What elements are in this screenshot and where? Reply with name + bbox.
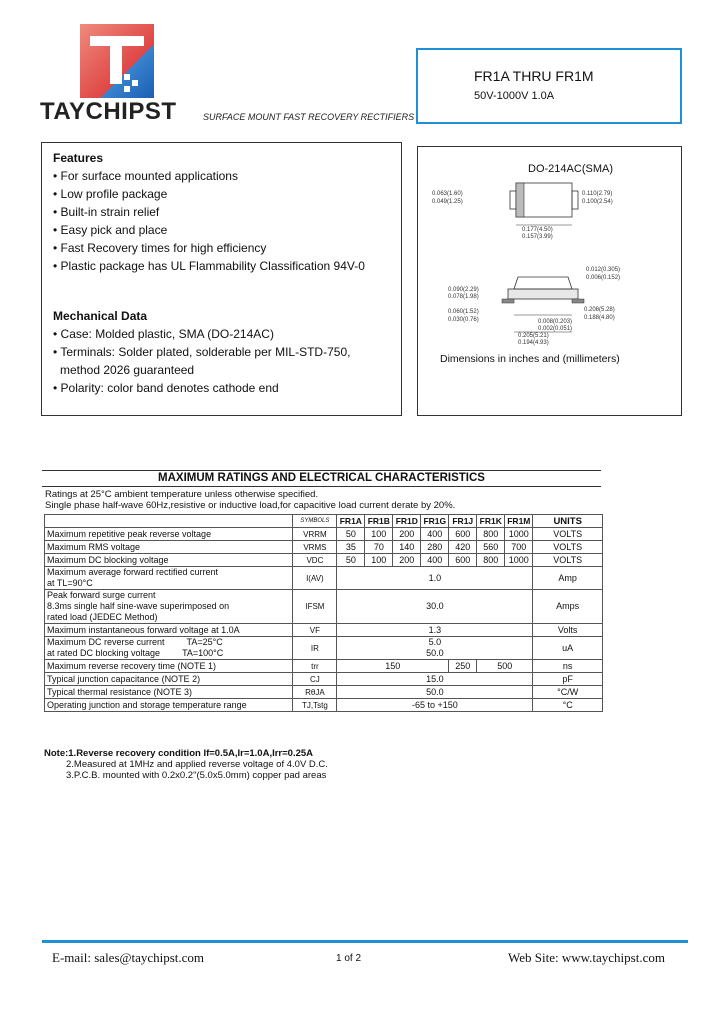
feature-item: • Plastic package has UL Flammability Classification 94V-0	[53, 259, 365, 273]
param-text: Maximum DC reverse current	[47, 637, 165, 647]
param-text: at rated DC blocking voltage	[47, 648, 161, 658]
dim-label: 0.208(5.28)	[584, 307, 615, 313]
dim-label: 0.188(4.80)	[584, 315, 615, 321]
value-line: 50.0	[426, 648, 444, 658]
table-header-cell: FR1A	[337, 515, 365, 528]
value-cell: 800	[477, 528, 505, 541]
param-cell	[45, 637, 293, 660]
dim-label: 0.110(2.79)	[582, 191, 613, 197]
table-row	[45, 554, 603, 567]
table-header-cell: FR1B	[365, 515, 393, 528]
value-cell: 100	[365, 554, 393, 567]
dim-label: 0.008(0.203)	[538, 319, 573, 325]
dim-label: 0.049(1.25)	[432, 199, 463, 205]
param-line: Maximum average forward rectified current	[47, 567, 219, 577]
table-row	[45, 624, 603, 637]
package-box	[417, 146, 682, 416]
table-header-cell: UNITS	[533, 515, 603, 528]
value-cell: 30.0	[337, 590, 533, 624]
param-cell: Maximum repetitive peak reverse voltage	[45, 528, 293, 541]
param-line: Peak forward surge current	[47, 590, 156, 600]
dim-label: 0.194(4.93)	[518, 340, 549, 346]
value-cell: 140	[393, 541, 421, 554]
note-line: Note:1.Reverse recovery condition If=0.5A,Ir=1.0A,Irr=0.25A	[44, 748, 314, 759]
table-row	[45, 637, 603, 660]
mechanical-item: • Polarity: color band denotes cathode end	[53, 381, 279, 395]
value-cell: 250	[449, 660, 477, 673]
symbol-cell: trr	[293, 660, 337, 673]
dim-label: 0.060(1.52)	[448, 309, 479, 315]
brand-logo	[80, 24, 154, 98]
value-cell: 1.3	[337, 624, 533, 637]
dim-label: 0.078(1.98)	[448, 294, 479, 300]
value-cell	[337, 637, 533, 660]
dim-label: 0.063(1.60)	[432, 191, 463, 197]
package-title: DO-214AC(SMA)	[528, 163, 613, 175]
dim-label: 0.177(4.50)	[522, 227, 553, 233]
table-header-cell	[45, 515, 293, 528]
feature-item: • For surface mounted applications	[53, 169, 238, 183]
symbol-cell: TJ,Tstg	[293, 699, 337, 712]
feature-item: • Easy pick and place	[53, 223, 168, 237]
value-cell: 1000	[505, 528, 533, 541]
value-cell: 800	[477, 554, 505, 567]
table-header-cell: FR1D	[393, 515, 421, 528]
value-cell: 400	[421, 554, 449, 567]
value-cell: 100	[365, 528, 393, 541]
value-cell: 50.0	[337, 686, 533, 699]
value-cell: -65 to +150	[337, 699, 533, 712]
feature-item: • Low profile package	[53, 187, 168, 201]
value-cell: 1.0	[337, 567, 533, 590]
value-cell: 200	[393, 528, 421, 541]
table-row	[45, 660, 603, 673]
value-cell: 35	[337, 541, 365, 554]
package-drawing	[418, 147, 681, 415]
features-box	[41, 142, 402, 416]
param-line: 8.3ms single half sine-wave superimposed on	[47, 601, 230, 611]
value-cell: 400	[421, 528, 449, 541]
table-header-cell: FR1J	[449, 515, 477, 528]
table-header-cell: FR1M	[505, 515, 533, 528]
value-line: 5.0	[428, 637, 442, 647]
table-header-cell: FR1G	[421, 515, 449, 528]
ratings-title: MAXIMUM RATINGS AND ELECTRICAL CHARACTERISTICS	[42, 470, 601, 487]
table-row	[45, 590, 603, 624]
mechanical-item: • Case: Molded plastic, SMA (DO-214AC)	[53, 327, 274, 341]
dim-label: 0.100(2.54)	[582, 199, 613, 205]
dim-label: 0.006(0.152)	[586, 275, 621, 281]
param-cell: Typical junction capacitance (NOTE 2)	[45, 673, 293, 686]
symbol-cell: VF	[293, 624, 337, 637]
unit-cell: Amps	[533, 590, 603, 624]
table-row	[45, 699, 603, 712]
table-header-row	[45, 515, 603, 528]
param-line	[47, 637, 290, 648]
param-cell: Typical thermal resistance (NOTE 3)	[45, 686, 293, 699]
ratings-intro: Single phase half-wave 60Hz,resistive or inductive load,for capacitive load current derate by 20%.	[45, 500, 456, 511]
unit-cell: pF	[533, 673, 603, 686]
brand-tagline: SURFACE MOUNT FAST RECOVERY RECTIFIERS	[203, 112, 415, 122]
param-line: rated load (JEDEC Method)	[47, 612, 158, 622]
note-line: 3.P.C.B. mounted with 0.2x0.2"(5.0x5.0mm) copper pad areas	[66, 770, 327, 781]
param-cell: Maximum DC blocking voltage	[45, 554, 293, 567]
param-cell: Maximum reverse recovery time (NOTE 1)	[45, 660, 293, 673]
page-indicator: 1 of 2	[336, 953, 362, 964]
symbol-cell: CJ	[293, 673, 337, 686]
symbol-cell: VRMS	[293, 541, 337, 554]
dim-label: 0.002(0.051)	[538, 326, 573, 332]
package-caption: Dimensions in inches and (millimeters)	[440, 353, 620, 365]
dim-label: 0.205(5.21)	[518, 333, 549, 339]
value-cell: 70	[365, 541, 393, 554]
value-cell: 280	[421, 541, 449, 554]
symbol-cell: VRRM	[293, 528, 337, 541]
param-cell: Operating junction and storage temperature range	[45, 699, 293, 712]
unit-cell: °C	[533, 699, 603, 712]
value-cell: 15.0	[337, 673, 533, 686]
param-cell: Maximum instantaneous forward voltage at 1.0A	[45, 624, 293, 637]
footer-divider	[42, 940, 688, 943]
table-row	[45, 567, 603, 590]
features-heading: Features	[53, 151, 104, 165]
table-row	[45, 541, 603, 554]
temp-condition: TA=25°C	[186, 637, 223, 647]
value-cell: 600	[449, 528, 477, 541]
dim-label: 0.030(0.76)	[448, 317, 479, 323]
symbol-cell: IR	[293, 637, 337, 660]
table-row	[45, 686, 603, 699]
table-row	[45, 528, 603, 541]
logo-mark-icon	[80, 24, 154, 98]
value-cell: 150	[337, 660, 449, 673]
feature-item: • Built-in strain relief	[53, 205, 160, 219]
part-range-title: FR1A THRU FR1M	[474, 68, 594, 84]
brand-name: TAYCHIPST	[40, 98, 177, 125]
param-cell: Maximum RMS voltage	[45, 541, 293, 554]
value-cell: 500	[477, 660, 533, 673]
ratings-table	[44, 514, 603, 712]
ratings-intro: Ratings at 25°C ambient temperature unless otherwise specified.	[45, 489, 319, 500]
value-cell: 50	[337, 528, 365, 541]
table-row	[45, 673, 603, 686]
mechanical-item: method 2026 guaranteed	[60, 363, 195, 377]
footer-website[interactable]: Web Site: www.taychipst.com	[508, 950, 665, 965]
table-header-cell: SYMBOLS	[293, 515, 337, 528]
value-cell: 600	[449, 554, 477, 567]
dim-label: 0.012(0.305)	[586, 267, 621, 273]
unit-cell: VOLTS	[533, 554, 603, 567]
mechanical-item: • Terminals: Solder plated, solderable per MIL-STD-750,	[53, 345, 351, 359]
feature-item: • Fast Recovery times for high efficiency	[53, 241, 267, 255]
value-cell: 700	[505, 541, 533, 554]
param-cell	[45, 567, 293, 590]
value-cell: 1000	[505, 554, 533, 567]
dim-label: 0.157(3.99)	[522, 234, 553, 240]
value-cell: 560	[477, 541, 505, 554]
value-cell: 50	[337, 554, 365, 567]
table-header-cell: FR1K	[477, 515, 505, 528]
symbol-cell: RθJA	[293, 686, 337, 699]
symbol-cell: VDC	[293, 554, 337, 567]
unit-cell: Volts	[533, 624, 603, 637]
part-spec: 50V-1000V 1.0A	[474, 90, 555, 102]
symbol-cell: IFSM	[293, 590, 337, 624]
mechanical-heading: Mechanical Data	[53, 309, 148, 323]
unit-cell: uA	[533, 637, 603, 660]
note-line: 2.Measured at 1MHz and applied reverse voltage of 4.0V D.C.	[66, 759, 328, 770]
notes	[44, 748, 328, 781]
unit-cell: VOLTS	[533, 541, 603, 554]
symbol-cell: I(AV)	[293, 567, 337, 590]
value-cell: 200	[393, 554, 421, 567]
value-cell: 420	[449, 541, 477, 554]
unit-cell: VOLTS	[533, 528, 603, 541]
unit-cell: ns	[533, 660, 603, 673]
param-line	[47, 648, 290, 659]
param-cell	[45, 590, 293, 624]
temp-condition: TA=100°C	[182, 648, 224, 658]
title-box	[416, 48, 682, 124]
dim-label: 0.090(2.29)	[448, 287, 479, 293]
footer-email[interactable]: E-mail: sales@taychipst.com	[52, 950, 205, 965]
param-line: at TL=90°C	[47, 578, 93, 588]
unit-cell: °C/W	[533, 686, 603, 699]
unit-cell: Amp	[533, 567, 603, 590]
